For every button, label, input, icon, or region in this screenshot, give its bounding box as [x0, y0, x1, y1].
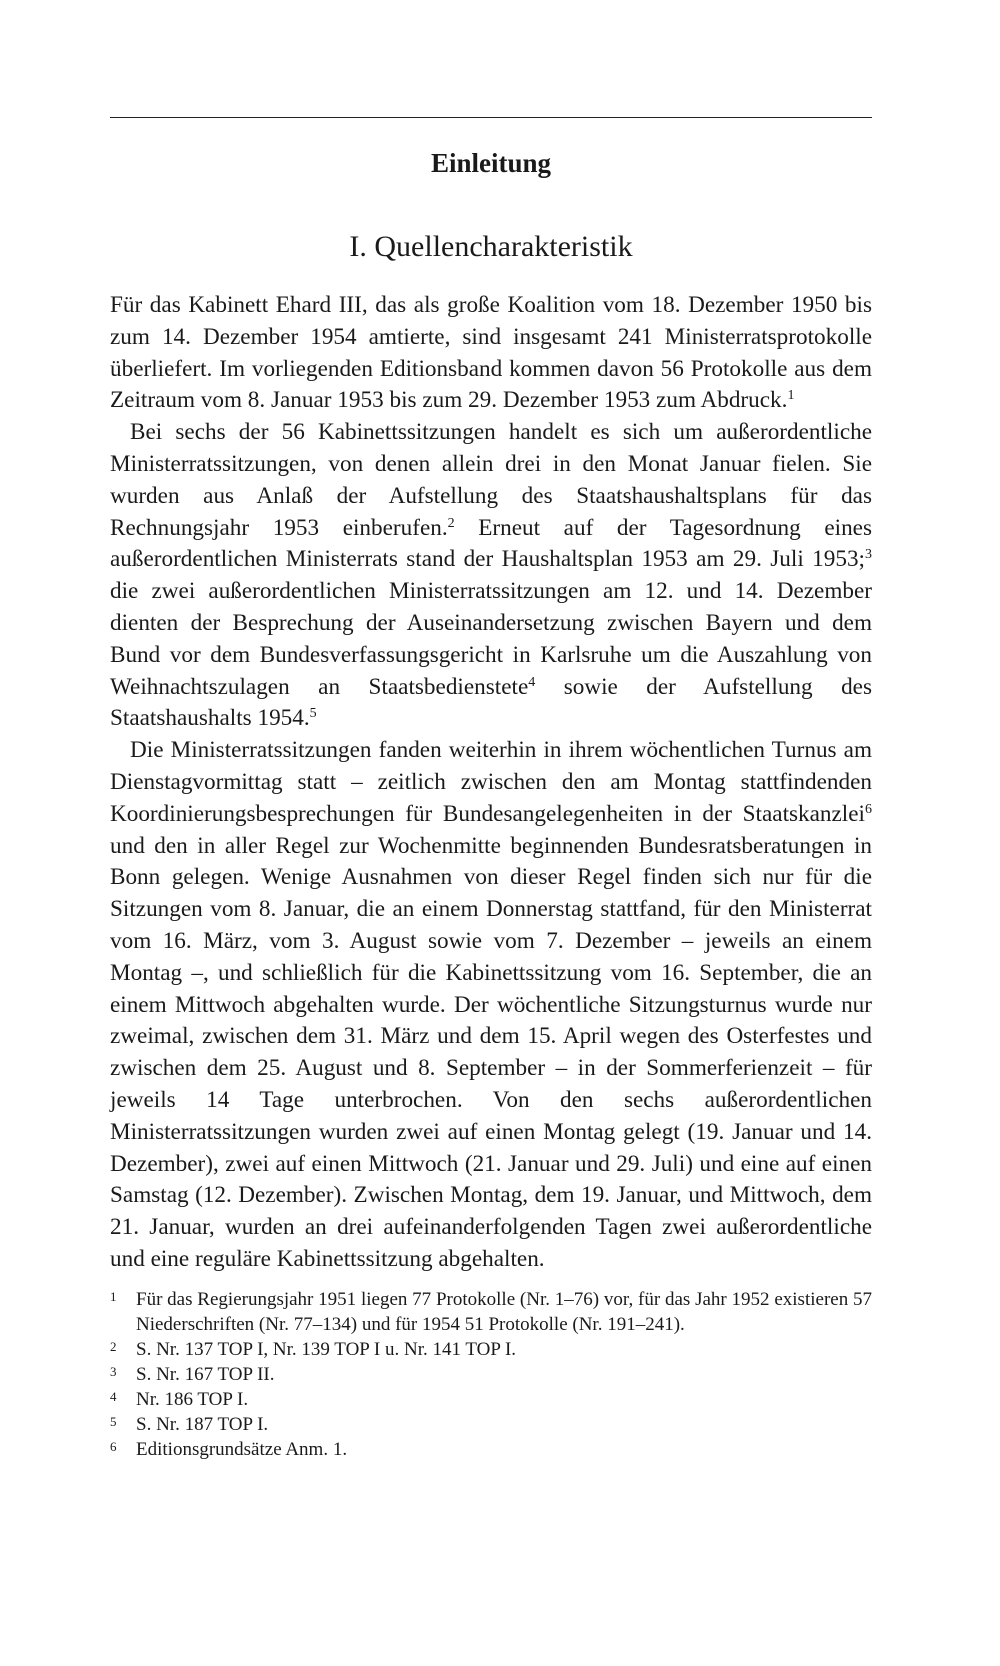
footnote-number: 3	[110, 1364, 117, 1379]
footnote-ref: 3	[865, 547, 872, 563]
footnote-ref: 2	[447, 515, 455, 531]
footnote-text: S. Nr. 187 TOP I.	[136, 1414, 269, 1435]
footnotes	[110, 1287, 872, 1462]
footnote-number: 4	[110, 1389, 117, 1404]
footnote	[110, 1287, 872, 1337]
footnote-number: 2	[110, 1339, 117, 1354]
header-rule	[110, 117, 872, 118]
footnote-text: S. Nr. 137 TOP I, Nr. 139 TOP I u. Nr. 141 TOP I.	[136, 1339, 517, 1360]
footnote	[110, 1437, 872, 1462]
footnote-ref: 5	[309, 706, 317, 722]
footnote	[110, 1362, 872, 1387]
footnote-ref: 1	[787, 388, 795, 404]
paragraph-text: Für das Kabinett Ehard III, das als große Koalition vom 18. Dezember 1950 bis zum 14. Dezember 1954 amtierte, sind insgesamt 241 Ministerratsprotokolle überliefert. Im vorliegenden Editionsband kommen davon 56 Protokolle aus dem Zeitraum vom 8. Januar 1953 bis zum 29. Dezember 1953 zum Abdruck.	[110, 292, 872, 414]
paragraph	[110, 735, 872, 1276]
footnote-ref: 6	[865, 801, 872, 817]
footnote	[110, 1387, 872, 1412]
footnote-number: 1	[110, 1289, 117, 1304]
footnote	[110, 1337, 872, 1362]
paragraph-text: Bei sechs der 56 Kabinettssitzungen handelt es sich um außerordentliche Ministerratssitzungen, von denen allein drei in den Monat Januar fielen. Sie wurden aus Anlaß der Aufstellung des Staatshaushaltsplans für das Rechnungsjahr 1953 einberufen.	[110, 419, 872, 541]
footnote-text: Editionsgrundsätze Anm. 1.	[136, 1439, 348, 1460]
footnote-number: 6	[110, 1439, 117, 1454]
footnote-text: S. Nr. 167 TOP II.	[136, 1364, 275, 1385]
paragraph	[110, 290, 872, 417]
footnote	[110, 1412, 872, 1437]
section-title: I. Quellencharakteristik	[349, 230, 633, 263]
footnote-number: 5	[110, 1414, 117, 1429]
footnote-text: Für das Regierungsjahr 1951 liegen 77 Protokolle (Nr. 1–76) vor, für das Jahr 1952 existieren 57 Niederschriften (Nr. 77–134) und für 1954 51 Protokolle (Nr. 191–241).	[136, 1289, 872, 1335]
footnote-text: Nr. 186 TOP I.	[136, 1389, 249, 1410]
paragraph-text: sowie der Aufstellung des Staatshaushalts 1954.	[110, 673, 872, 732]
paragraph-text: die zwei außerordentlichen Ministerratssitzungen am 12. und 14. Dezember dienten der Besprechung der Auseinandersetzung zwischen Bayern und dem Bund vor dem Bundesverfassungsgericht in Karlsruhe um die Auszahlung von Weihnachtszulagen an Staatsbedienstete	[110, 578, 872, 700]
footnote-ref: 4	[528, 674, 536, 690]
paragraph-text: Die Ministerratssitzungen fanden weiterhin in ihrem wöchentlichen Turnus am Dienstagvormittag statt – zeitlich zwischen den am Montag stattfindenden Koordinierungsbesprechungen für Bundesangelegenheiten in der Staatskanzlei	[110, 737, 872, 827]
paragraph	[110, 417, 872, 735]
paragraph-text: und den in aller Regel zur Wochenmitte beginnenden Bundesratsberatungen in Bonn gelegen. Wenige Ausnahmen von dieser Regel finden sich nur für die Sitzungen vom 8. Januar, die an einem Donnerstag stattfand, für den Ministerrat vom 16. März, vom 3. August sowie vom 7. Dezember – jeweils an einem Montag –, und schließlich für die Kabinettssitzung vom 16. September, die an einem Mittwoch abgehalten wurde. Der wöchentliche Sitzungsturnus wurde nur zweimal, zwischen dem 31. März und dem 15. April wegen des Osterfestes und zwischen dem 25. August und 8. September – in der Sommerferienzeit – für jeweils 14 Tage unterbrochen. Von den sechs außerordentlichen Ministerratssitzungen wurden zwei auf einen Montag gelegt (19. Januar und 14. Dezember), zwei auf einen Mittwoch (21. Januar und 29. Juli) und eine auf einen Samstag (12. Dezember). Zwischen Montag, dem 19. Januar, und Mittwoch, dem 21. Januar, wurden an drei aufeinanderfolgenden Tagen zwei außerordentliche und eine reguläre Kabinettssitzung abgehalten.	[110, 832, 872, 1272]
chapter-title: Einleitung	[430, 148, 552, 178]
body-text	[110, 290, 872, 1276]
paragraph-text: Erneut auf der Tagesordnung eines außerordentlichen Ministerrats stand der Haushaltsplan 1953 am 29. Juli 1953;	[110, 514, 872, 573]
